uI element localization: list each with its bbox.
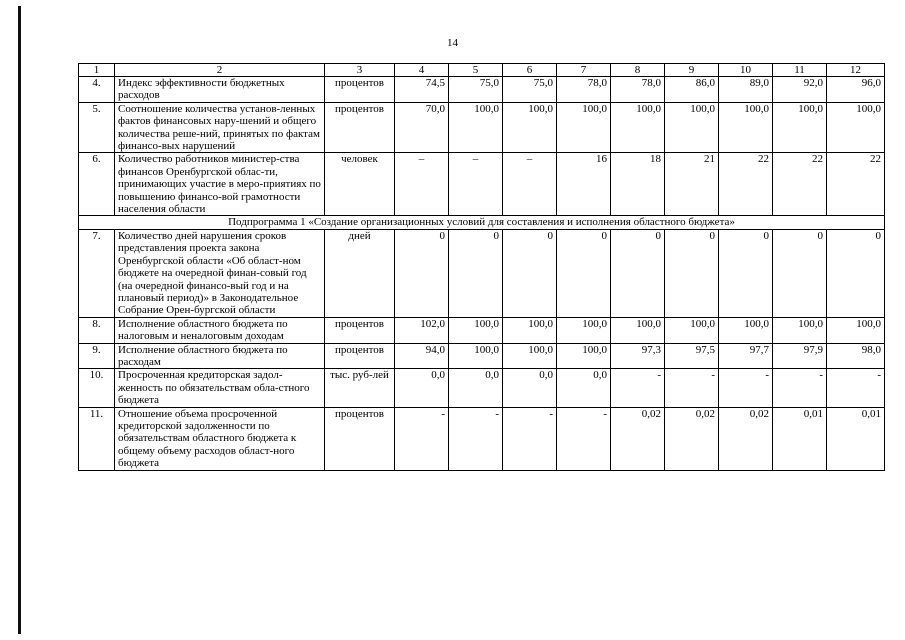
unit-cell: процентов <box>325 317 395 343</box>
unit-cell: человек <box>325 153 395 216</box>
value-cell: 102,0 <box>395 317 449 343</box>
value-cell: 0,0 <box>503 369 557 407</box>
row-number: 7. <box>79 229 115 317</box>
column-header: 7 <box>557 64 611 77</box>
value-cell: 70,0 <box>395 102 449 153</box>
value-cell: 100,0 <box>827 102 885 153</box>
value-cell: - <box>773 369 827 407</box>
table-row <box>79 407 885 470</box>
indicator-name: Отношение объема просроченной кредиторской задолженности по обязательствам областного бюджета к общему объему расходов област-ного бюджета <box>115 407 325 470</box>
value-cell: - <box>665 369 719 407</box>
value-cell: 97,5 <box>665 343 719 369</box>
column-header: 5 <box>449 64 503 77</box>
value-cell: 97,7 <box>719 343 773 369</box>
value-cell: 89,0 <box>719 77 773 103</box>
indicator-name: Исполнение областного бюджета по налоговым и неналоговым доходам <box>115 317 325 343</box>
value-cell: 100,0 <box>449 343 503 369</box>
value-cell: 0 <box>827 229 885 317</box>
table-row <box>79 153 885 216</box>
row-number: 4. <box>79 77 115 103</box>
value-cell: 0 <box>503 229 557 317</box>
value-cell: 0,0 <box>557 369 611 407</box>
value-cell: 100,0 <box>449 317 503 343</box>
value-cell: 0,01 <box>827 407 885 470</box>
column-header: 4 <box>395 64 449 77</box>
unit-cell: процентов <box>325 343 395 369</box>
column-header: 10 <box>719 64 773 77</box>
page-edge-shadow <box>18 6 21 634</box>
value-cell: 78,0 <box>611 77 665 103</box>
subprogram-row <box>79 216 885 229</box>
subprogram-title: Подпрограмма 1 «Создание организационных условий для составления и исполнения областного бюджета» <box>79 216 885 229</box>
table-row <box>79 102 885 153</box>
value-cell: 75,0 <box>449 77 503 103</box>
value-cell: 100,0 <box>503 102 557 153</box>
column-header: 12 <box>827 64 885 77</box>
value-cell: - <box>719 369 773 407</box>
value-cell: 100,0 <box>557 317 611 343</box>
value-cell: - <box>395 407 449 470</box>
value-cell: 78,0 <box>557 77 611 103</box>
table-header-row <box>79 64 885 77</box>
value-cell: – <box>503 153 557 216</box>
value-cell: 97,9 <box>773 343 827 369</box>
value-cell: 0,02 <box>665 407 719 470</box>
value-cell: 100,0 <box>773 317 827 343</box>
column-header: 9 <box>665 64 719 77</box>
unit-cell: тыс. руб-лей <box>325 369 395 407</box>
value-cell: 74,5 <box>395 77 449 103</box>
value-cell: 96,0 <box>827 77 885 103</box>
value-cell: 100,0 <box>503 343 557 369</box>
value-cell: 0,0 <box>449 369 503 407</box>
value-cell: 0,02 <box>611 407 665 470</box>
value-cell: - <box>449 407 503 470</box>
indicators-table <box>78 63 885 471</box>
row-number: 9. <box>79 343 115 369</box>
value-cell: 100,0 <box>503 317 557 343</box>
value-cell: 0 <box>719 229 773 317</box>
row-number: 10. <box>79 369 115 407</box>
indicator-name: Количество работников министер-ства финансов Оренбургской облас-ти, принимающих участие в меро-приятиях по повышению финансо-вой грамотности населения области <box>115 153 325 216</box>
value-cell: - <box>503 407 557 470</box>
column-header: 2 <box>115 64 325 77</box>
indicator-name: Количество дней нарушения сроков представления проекта закона Оренбургской области «Об област-ном бюджете на очередной финан-совый год (на очередной финансо-вый год и на плановый период)» в Законодательное Собрание Орен-бургской области <box>115 229 325 317</box>
value-cell: 0 <box>773 229 827 317</box>
value-cell: 92,0 <box>773 77 827 103</box>
column-header: 1 <box>79 64 115 77</box>
column-header: 6 <box>503 64 557 77</box>
value-cell: 0 <box>611 229 665 317</box>
value-cell: 100,0 <box>827 317 885 343</box>
value-cell: 98,0 <box>827 343 885 369</box>
unit-cell: процентов <box>325 407 395 470</box>
value-cell: 18 <box>611 153 665 216</box>
table-row <box>79 343 885 369</box>
value-cell: 100,0 <box>449 102 503 153</box>
value-cell: 86,0 <box>665 77 719 103</box>
row-number: 11. <box>79 407 115 470</box>
value-cell: 100,0 <box>665 102 719 153</box>
value-cell: 94,0 <box>395 343 449 369</box>
value-cell: 21 <box>665 153 719 216</box>
value-cell: 100,0 <box>719 102 773 153</box>
value-cell: – <box>449 153 503 216</box>
value-cell: 100,0 <box>773 102 827 153</box>
value-cell: - <box>611 369 665 407</box>
unit-cell: дней <box>325 229 395 317</box>
column-header: 8 <box>611 64 665 77</box>
value-cell: 0 <box>395 229 449 317</box>
table-row <box>79 369 885 407</box>
row-number: 8. <box>79 317 115 343</box>
value-cell: 100,0 <box>611 102 665 153</box>
table-row <box>79 317 885 343</box>
value-cell: 22 <box>719 153 773 216</box>
value-cell: 22 <box>773 153 827 216</box>
value-cell: - <box>827 369 885 407</box>
value-cell: 100,0 <box>719 317 773 343</box>
value-cell: 100,0 <box>611 317 665 343</box>
value-cell: 100,0 <box>665 317 719 343</box>
value-cell: 100,0 <box>557 102 611 153</box>
value-cell: 0 <box>557 229 611 317</box>
value-cell: 16 <box>557 153 611 216</box>
column-header: 3 <box>325 64 395 77</box>
value-cell: 0 <box>665 229 719 317</box>
row-number: 5. <box>79 102 115 153</box>
value-cell: 0,02 <box>719 407 773 470</box>
value-cell: 0,0 <box>395 369 449 407</box>
value-cell: - <box>557 407 611 470</box>
value-cell: 0 <box>449 229 503 317</box>
table-body <box>79 77 885 471</box>
indicator-name: Соотношение количества установ-ленных фактов финансовых нару-шений и общего количества реше-ний, принятых по фактам финансо-вых нарушений <box>115 102 325 153</box>
unit-cell: процентов <box>325 77 395 103</box>
value-cell: 22 <box>827 153 885 216</box>
table-row <box>79 77 885 103</box>
row-number: 6. <box>79 153 115 216</box>
value-cell: 100,0 <box>557 343 611 369</box>
page-number: 14 <box>447 37 458 49</box>
indicator-name: Индекс эффективности бюджетных расходов <box>115 77 325 103</box>
table-row <box>79 229 885 317</box>
value-cell: 97,3 <box>611 343 665 369</box>
indicator-name: Исполнение областного бюджета по расходам <box>115 343 325 369</box>
column-header: 11 <box>773 64 827 77</box>
indicator-name: Просроченная кредиторская задол-женность по обязательствам обла-стного бюджета <box>115 369 325 407</box>
value-cell: 0,01 <box>773 407 827 470</box>
unit-cell: процентов <box>325 102 395 153</box>
value-cell: 75,0 <box>503 77 557 103</box>
value-cell: – <box>395 153 449 216</box>
